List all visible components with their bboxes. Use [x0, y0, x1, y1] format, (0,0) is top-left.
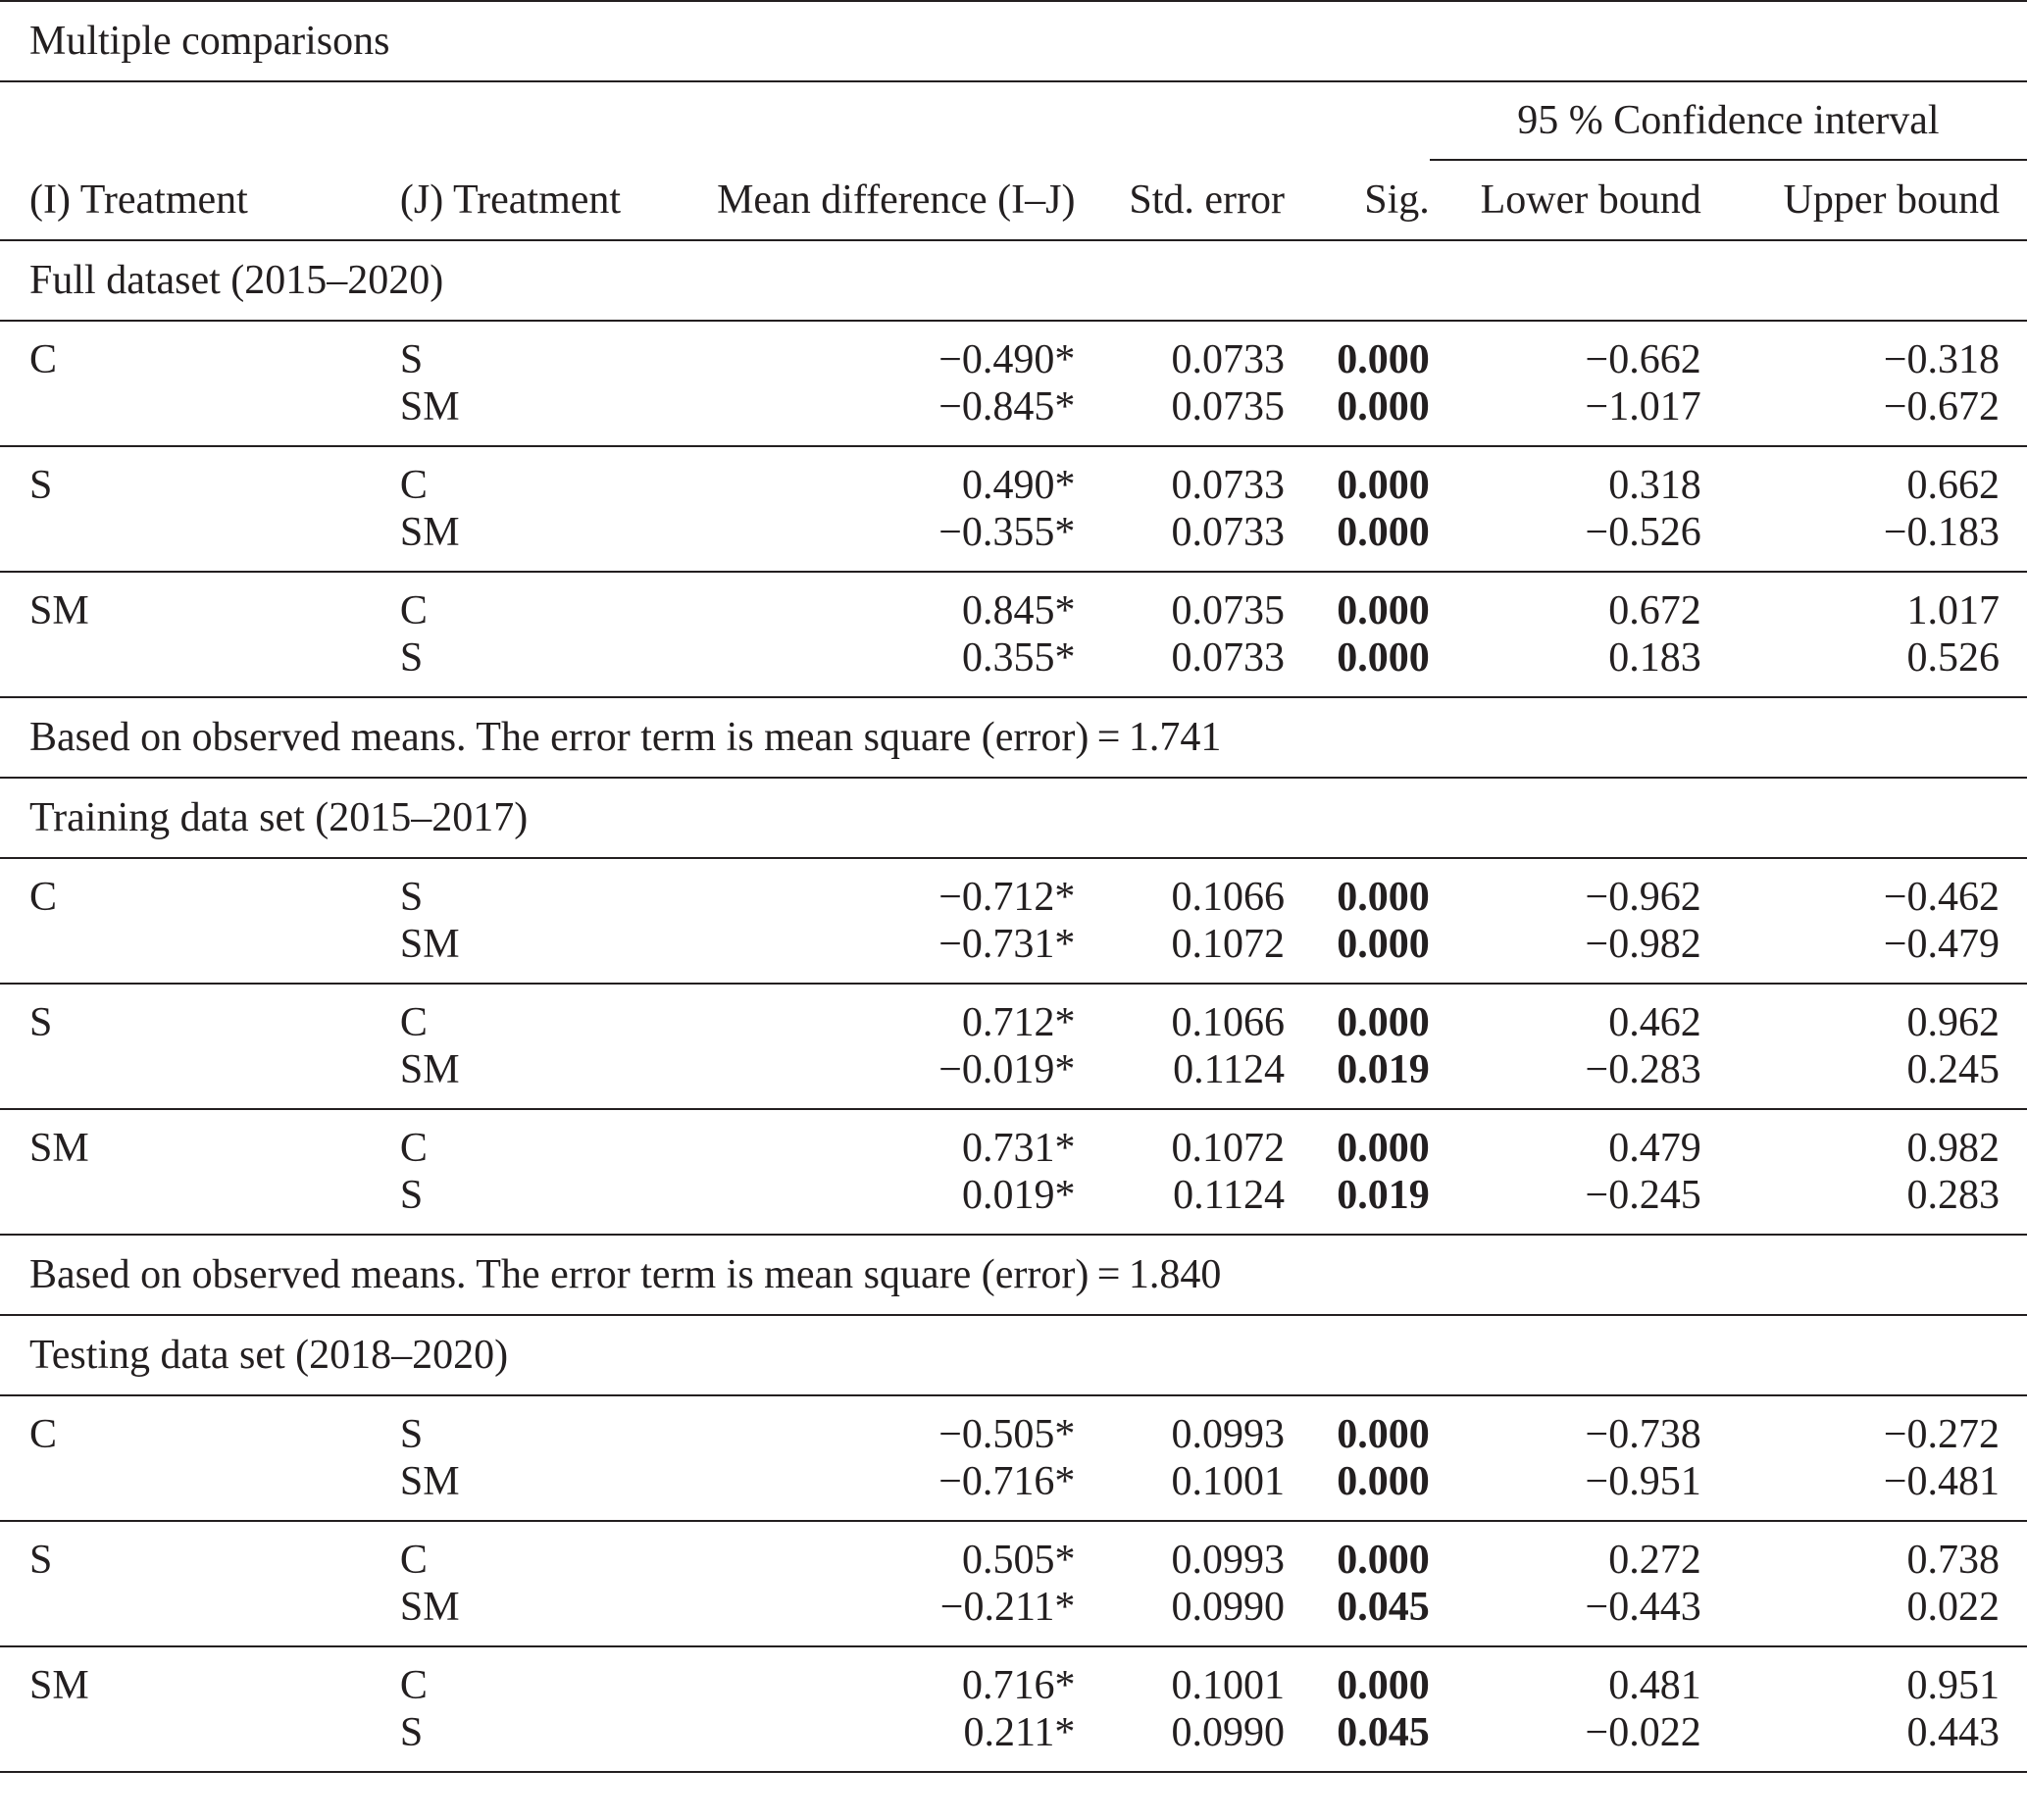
table-row	[0, 1047, 2027, 1109]
i-treatment-cell: S	[29, 1000, 53, 1045]
table-row	[0, 1173, 2027, 1235]
j-treatment-cell: C	[399, 1126, 428, 1171]
table-row	[0, 1109, 2027, 1173]
sig-cell: 0.045	[1285, 1585, 1430, 1646]
mean-difference-cell: −0.845*	[713, 384, 1076, 446]
table-row	[0, 984, 2027, 1047]
table-row	[0, 1521, 2027, 1585]
sig-cell: 0.000	[1337, 337, 1430, 382]
col-header-sig: Sig.	[1285, 160, 1430, 240]
upper-bound-cell: −0.479	[1701, 922, 2027, 984]
upper-bound-cell: 0.951	[1906, 1663, 2000, 1708]
sig-cell: 0.019	[1285, 1047, 1430, 1109]
section-title-row	[0, 1315, 2027, 1395]
sig-cell: 0.000	[1285, 922, 1430, 984]
table-row	[0, 858, 2027, 922]
mean-difference-cell: −0.355*	[713, 510, 1076, 572]
col-header-std-error: Std. error	[1075, 160, 1285, 240]
upper-bound-cell: −0.462	[1883, 875, 2000, 920]
table-row	[0, 1646, 2027, 1710]
lower-bound-cell: 0.183	[1430, 635, 1701, 697]
upper-bound-cell: −0.272	[1883, 1412, 2000, 1457]
blank-cell	[0, 1047, 400, 1109]
upper-bound-cell: 1.017	[1906, 588, 2000, 633]
mean-difference-cell: 0.211*	[713, 1710, 1076, 1772]
upper-bound-cell: 0.443	[1701, 1710, 2027, 1772]
lower-bound-cell: −0.982	[1430, 922, 1701, 984]
sig-cell: 0.000	[1337, 1000, 1430, 1045]
mean-difference-cell: −0.019*	[713, 1047, 1076, 1109]
std-error-cell: 0.1066	[1171, 875, 1286, 920]
sig-cell: 0.000	[1285, 1459, 1430, 1521]
lower-bound-cell: 0.318	[1608, 463, 1701, 508]
table-row	[0, 384, 2027, 446]
std-error-cell: 0.1001	[1075, 1459, 1285, 1521]
table-row	[0, 922, 2027, 984]
upper-bound-cell: −0.481	[1701, 1459, 2027, 1521]
upper-bound-cell: 0.962	[1906, 1000, 2000, 1045]
lower-bound-cell: −0.443	[1430, 1585, 1701, 1646]
i-treatment-cell: S	[29, 1538, 53, 1583]
upper-bound-cell: 0.662	[1906, 463, 2000, 508]
std-error-cell: 0.0733	[1075, 510, 1285, 572]
std-error-cell: 0.1124	[1075, 1047, 1285, 1109]
section-title: Training data set (2015–2017)	[0, 778, 2027, 858]
lower-bound-cell: −0.951	[1430, 1459, 1701, 1521]
table-body	[0, 1, 2027, 1772]
blank-cell	[1285, 81, 1430, 160]
mean-difference-cell: 0.845*	[961, 588, 1076, 633]
j-treatment-cell: SM	[400, 510, 713, 572]
mean-difference-cell: 0.716*	[961, 1663, 1076, 1708]
mean-difference-cell: 0.019*	[713, 1173, 1076, 1235]
sig-cell: 0.000	[1285, 384, 1430, 446]
mean-difference-cell: 0.505*	[961, 1538, 1076, 1583]
i-treatment-cell: C	[29, 1412, 58, 1457]
section-note: Based on observed means. The error term is mean square (error) = 1.840	[0, 1235, 2027, 1315]
blank-cell	[1075, 81, 1285, 160]
blank-cell	[0, 635, 400, 697]
lower-bound-cell: 0.479	[1608, 1126, 1701, 1171]
mean-difference-cell: −0.712*	[938, 875, 1076, 920]
j-treatment-cell: S	[399, 1412, 424, 1457]
mean-difference-cell: −0.211*	[713, 1585, 1076, 1646]
blank-cell	[0, 1710, 400, 1772]
j-treatment-cell: SM	[400, 384, 713, 446]
table-row	[0, 1459, 2027, 1521]
table-row	[0, 321, 2027, 384]
j-treatment-cell: SM	[400, 1459, 713, 1521]
std-error-cell: 0.1066	[1171, 1000, 1286, 1045]
table-row	[0, 572, 2027, 635]
lower-bound-cell: −0.245	[1430, 1173, 1701, 1235]
lower-bound-cell: 0.462	[1608, 1000, 1701, 1045]
std-error-cell: 0.0735	[1075, 384, 1285, 446]
i-treatment-cell: SM	[29, 588, 89, 633]
sig-cell: 0.045	[1285, 1710, 1430, 1772]
table-row	[0, 635, 2027, 697]
upper-bound-cell: 0.738	[1906, 1538, 2000, 1583]
j-treatment-cell: S	[400, 635, 713, 697]
lower-bound-cell: −0.738	[1585, 1412, 1701, 1457]
lower-bound-cell: −0.662	[1585, 337, 1701, 382]
sig-cell: 0.000	[1337, 463, 1430, 508]
caption-row	[0, 1, 2027, 81]
blank-cell	[0, 81, 400, 160]
lower-bound-cell: 0.481	[1608, 1663, 1701, 1708]
std-error-cell: 0.1124	[1075, 1173, 1285, 1235]
lower-bound-cell: −1.017	[1430, 384, 1701, 446]
section-note: Based on observed means. The error term is mean square (error) = 1.741	[0, 697, 2027, 778]
col-header-j-treatment: (J) Treatment	[400, 160, 713, 240]
j-treatment-cell: S	[399, 875, 424, 920]
j-treatment-cell: S	[400, 1710, 713, 1772]
sig-cell: 0.000	[1337, 1412, 1430, 1457]
mean-difference-cell: 0.490*	[961, 463, 1076, 508]
section-title-row	[0, 778, 2027, 858]
blank-cell	[0, 1585, 400, 1646]
table-row	[0, 510, 2027, 572]
col-header-upper-bound: Upper bound	[1701, 160, 2027, 240]
j-treatment-cell: S	[400, 1173, 713, 1235]
mean-difference-cell: −0.505*	[938, 1412, 1076, 1457]
lower-bound-cell: −0.022	[1430, 1710, 1701, 1772]
j-treatment-cell: C	[399, 463, 428, 508]
sig-cell: 0.000	[1337, 588, 1430, 633]
upper-bound-cell: −0.318	[1883, 337, 2000, 382]
i-treatment-cell: S	[29, 463, 53, 508]
j-treatment-cell: C	[399, 588, 428, 633]
j-treatment-cell: SM	[400, 1047, 713, 1109]
section-title: Testing data set (2018–2020)	[0, 1315, 2027, 1395]
j-treatment-cell: S	[399, 337, 424, 382]
note-row	[0, 1235, 2027, 1315]
sig-cell: 0.000	[1285, 635, 1430, 697]
j-treatment-cell: C	[399, 1663, 428, 1708]
mean-difference-cell: −0.490*	[938, 337, 1076, 382]
note-row	[0, 697, 2027, 778]
ci-group-header: 95 % Confidence interval	[1430, 81, 2027, 160]
std-error-cell: 0.0993	[1171, 1412, 1286, 1457]
lower-bound-cell: −0.526	[1430, 510, 1701, 572]
section-title: Full dataset (2015–2020)	[0, 240, 2027, 321]
column-header-row	[0, 160, 2027, 240]
lower-bound-cell: −0.283	[1430, 1047, 1701, 1109]
std-error-cell: 0.0990	[1075, 1585, 1285, 1646]
upper-bound-cell: 0.982	[1906, 1126, 2000, 1171]
sig-cell: 0.019	[1285, 1173, 1430, 1235]
sig-cell: 0.000	[1337, 875, 1430, 920]
upper-bound-cell: 0.022	[1701, 1585, 2027, 1646]
table-row	[0, 1585, 2027, 1646]
mean-difference-cell: 0.731*	[961, 1126, 1076, 1171]
std-error-cell: 0.0993	[1171, 1538, 1286, 1583]
sig-cell: 0.000	[1337, 1126, 1430, 1171]
std-error-cell: 0.0733	[1171, 463, 1286, 508]
upper-bound-cell: −0.672	[1701, 384, 2027, 446]
blank-cell	[400, 81, 713, 160]
lower-bound-cell: −0.962	[1585, 875, 1701, 920]
col-header-i-treatment: (I) Treatment	[0, 160, 400, 240]
ci-header-row	[0, 81, 2027, 160]
mean-difference-cell: −0.716*	[713, 1459, 1076, 1521]
sig-cell: 0.000	[1285, 510, 1430, 572]
blank-cell	[0, 922, 400, 984]
i-treatment-cell: C	[29, 875, 58, 920]
mean-difference-cell: −0.731*	[713, 922, 1076, 984]
section-title-row	[0, 240, 2027, 321]
std-error-cell: 0.0990	[1075, 1710, 1285, 1772]
std-error-cell: 0.1001	[1171, 1663, 1286, 1708]
j-treatment-cell: SM	[400, 922, 713, 984]
upper-bound-cell: 0.526	[1701, 635, 2027, 697]
std-error-cell: 0.0733	[1075, 635, 1285, 697]
std-error-cell: 0.1072	[1075, 922, 1285, 984]
upper-bound-cell: 0.245	[1701, 1047, 2027, 1109]
col-header-mean-difference: Mean difference (I–J)	[713, 160, 1076, 240]
table-caption: Multiple comparisons	[0, 1, 2027, 81]
col-header-lower-bound: Lower bound	[1430, 160, 1701, 240]
lower-bound-cell: 0.672	[1608, 588, 1701, 633]
blank-cell	[0, 510, 400, 572]
upper-bound-cell: 0.283	[1701, 1173, 2027, 1235]
i-treatment-cell: C	[29, 337, 58, 382]
upper-bound-cell: −0.183	[1701, 510, 2027, 572]
std-error-cell: 0.1072	[1171, 1126, 1286, 1171]
j-treatment-cell: C	[399, 1538, 428, 1583]
table-row	[0, 1710, 2027, 1772]
table-row	[0, 446, 2027, 510]
mean-difference-cell: 0.712*	[961, 1000, 1076, 1045]
lower-bound-cell: 0.272	[1608, 1538, 1701, 1583]
sig-cell: 0.000	[1337, 1538, 1430, 1583]
table-row	[0, 1395, 2027, 1459]
j-treatment-cell: SM	[400, 1585, 713, 1646]
std-error-cell: 0.0735	[1171, 588, 1286, 633]
i-treatment-cell: SM	[29, 1663, 89, 1708]
blank-cell	[0, 1173, 400, 1235]
std-error-cell: 0.0733	[1171, 337, 1286, 382]
i-treatment-cell: SM	[29, 1126, 89, 1171]
blank-cell	[0, 1459, 400, 1521]
j-treatment-cell: C	[399, 1000, 428, 1045]
blank-cell	[713, 81, 1076, 160]
mean-difference-cell: 0.355*	[713, 635, 1076, 697]
sig-cell: 0.000	[1337, 1663, 1430, 1708]
blank-cell	[0, 384, 400, 446]
